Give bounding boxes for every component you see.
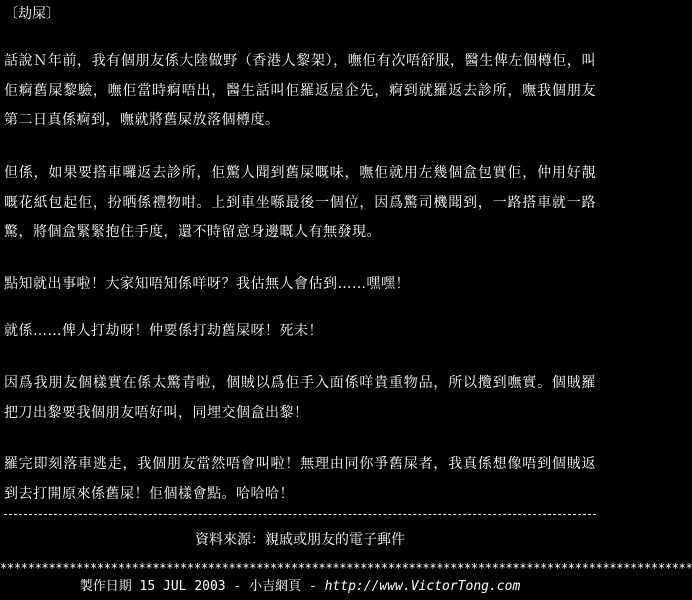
article-title: 〔劫屎〕 xyxy=(4,6,60,22)
paragraph-3: 點知就出事啦！大家知唔知係咩呀？我估無人會估到……嘿嘿！ xyxy=(4,276,410,292)
paragraph-5: 因爲我朋友個樣實在係太驚青啦，個賊以爲佢手入面係咩貴重物品，所以攬到嘸實。個賊羅把刀出黎要我個朋友唔好叫，同埋交個盒出黎！ xyxy=(4,375,596,421)
footer-site-link[interactable]: http://www.VictorTong.com xyxy=(324,579,521,594)
paragraph-6: 羅完即刻落車逃走，我個朋友當然唔會叫啦！無理由同你爭舊屎者，我真係想像唔到個賊返到去打開原來係舊屎！佢個樣會點。哈哈哈！ xyxy=(4,456,596,502)
dashed-divider xyxy=(4,514,596,515)
paragraph-4: 就係……俾人打劫呀！仲要係打劫舊屎呀！死未！ xyxy=(4,323,323,339)
footer-date-label: 製作日期 15 JUL 2003 - 小吉網頁 - xyxy=(79,579,325,594)
paragraph-2: 但係，如果要搭車囉返去診所，佢驚人聞到舊屎嘅味，嘸佢就用左幾個盒包實佢，仲用好靚嘅花紙包起佢，扮晒係禮物咁。上到車坐喺最後一個位，因爲驚司機聞到，一路搭車就一路驚，將個盒緊緊抱住手度，還不時留意身邊嘅人有無發現。 xyxy=(4,165,596,240)
page-footer xyxy=(4,577,596,597)
source-note: 資料來源：親戚或朋友的電子郵件 xyxy=(195,532,405,548)
asterisk-divider: **************************************************************************************************** xyxy=(0,561,692,575)
paragraph-1: 話說Ｎ年前，我有個朋友係大陸做野（香港人黎架），嘸佢有次唔舒服，醫生俾左個樽佢，叫佢痾舊屎黎驗，嘸佢當時痾唔出，醫生話叫佢羅返屋企先，痾到就羅返去診所，嘸我個朋友第二日真係痾到，嘸就將舊屎放落個樽度。 xyxy=(4,53,596,128)
